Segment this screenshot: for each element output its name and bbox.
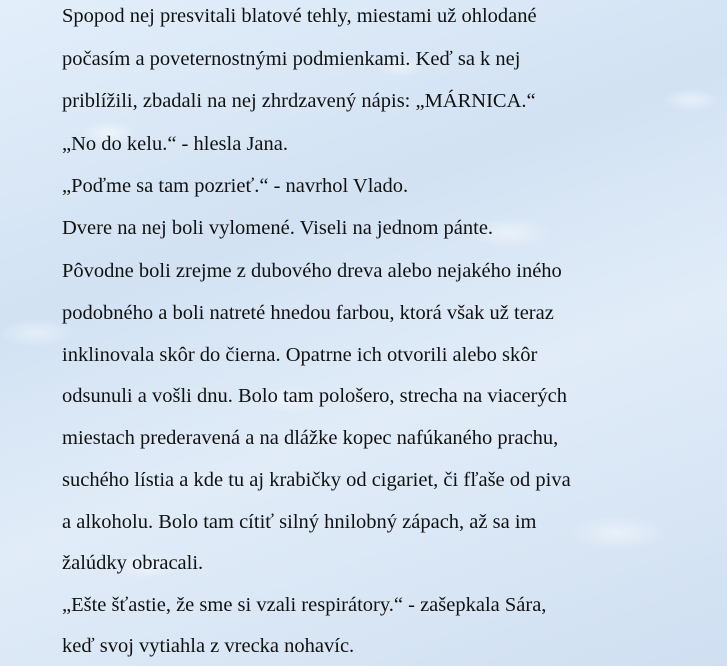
text-line-16: keď svoj vytiahla z vrecka nohavíc. [62, 635, 355, 657]
text-line-7: Pôvodne boli zrejme z dubového dreva alebo nejakého iného [62, 260, 562, 282]
text-line-10: odsunuli a vošli dnu. Bolo tam pološero, strecha na viacerých [62, 385, 567, 407]
text-line-15: „Ešte šťastie, že sme si vzali respirátory.“ - zašepkala Sára, [62, 594, 547, 616]
text-line-2: počasím a poveternostnými podmienkami. Keď sa k nej [62, 48, 521, 70]
text-line-11: miestach prederavená a na dlážke kopec nafúkaného prachu, [62, 427, 559, 449]
text-line-3: priblížili, zbadali na nej zhrdzavený nápis: „MÁRNICA.“ [62, 90, 536, 112]
text-line-9: inklinovala skôr do čierna. Opatrne ich otvorili alebo skôr [62, 344, 538, 366]
text-line-13: a alkoholu. Bolo tam cítiť silný hnilobný zápach, až sa im [62, 511, 537, 533]
text-line-8: podobného a boli natreté hnedou farbou, ktorá však už teraz [62, 302, 554, 324]
text-line-6: Dvere na nej boli vylomené. Viseli na jednom pánte. [62, 217, 494, 239]
text-line-1: Spopod nej presvitali blatové tehly, miestami už ohlodané [62, 5, 537, 27]
text-line-14: žalúdky obracali. [62, 552, 204, 574]
text-line-12: suchého lístia a kde tu aj krabičky od cigariet, či fľaše od piva [62, 469, 571, 491]
document-page [62, 0, 722, 666]
text-line-5: „Poďme sa tam pozrieť.“ - navrhol Vlado. [62, 175, 409, 197]
text-line-4: „No do kelu.“ - hlesla Jana. [62, 133, 288, 155]
